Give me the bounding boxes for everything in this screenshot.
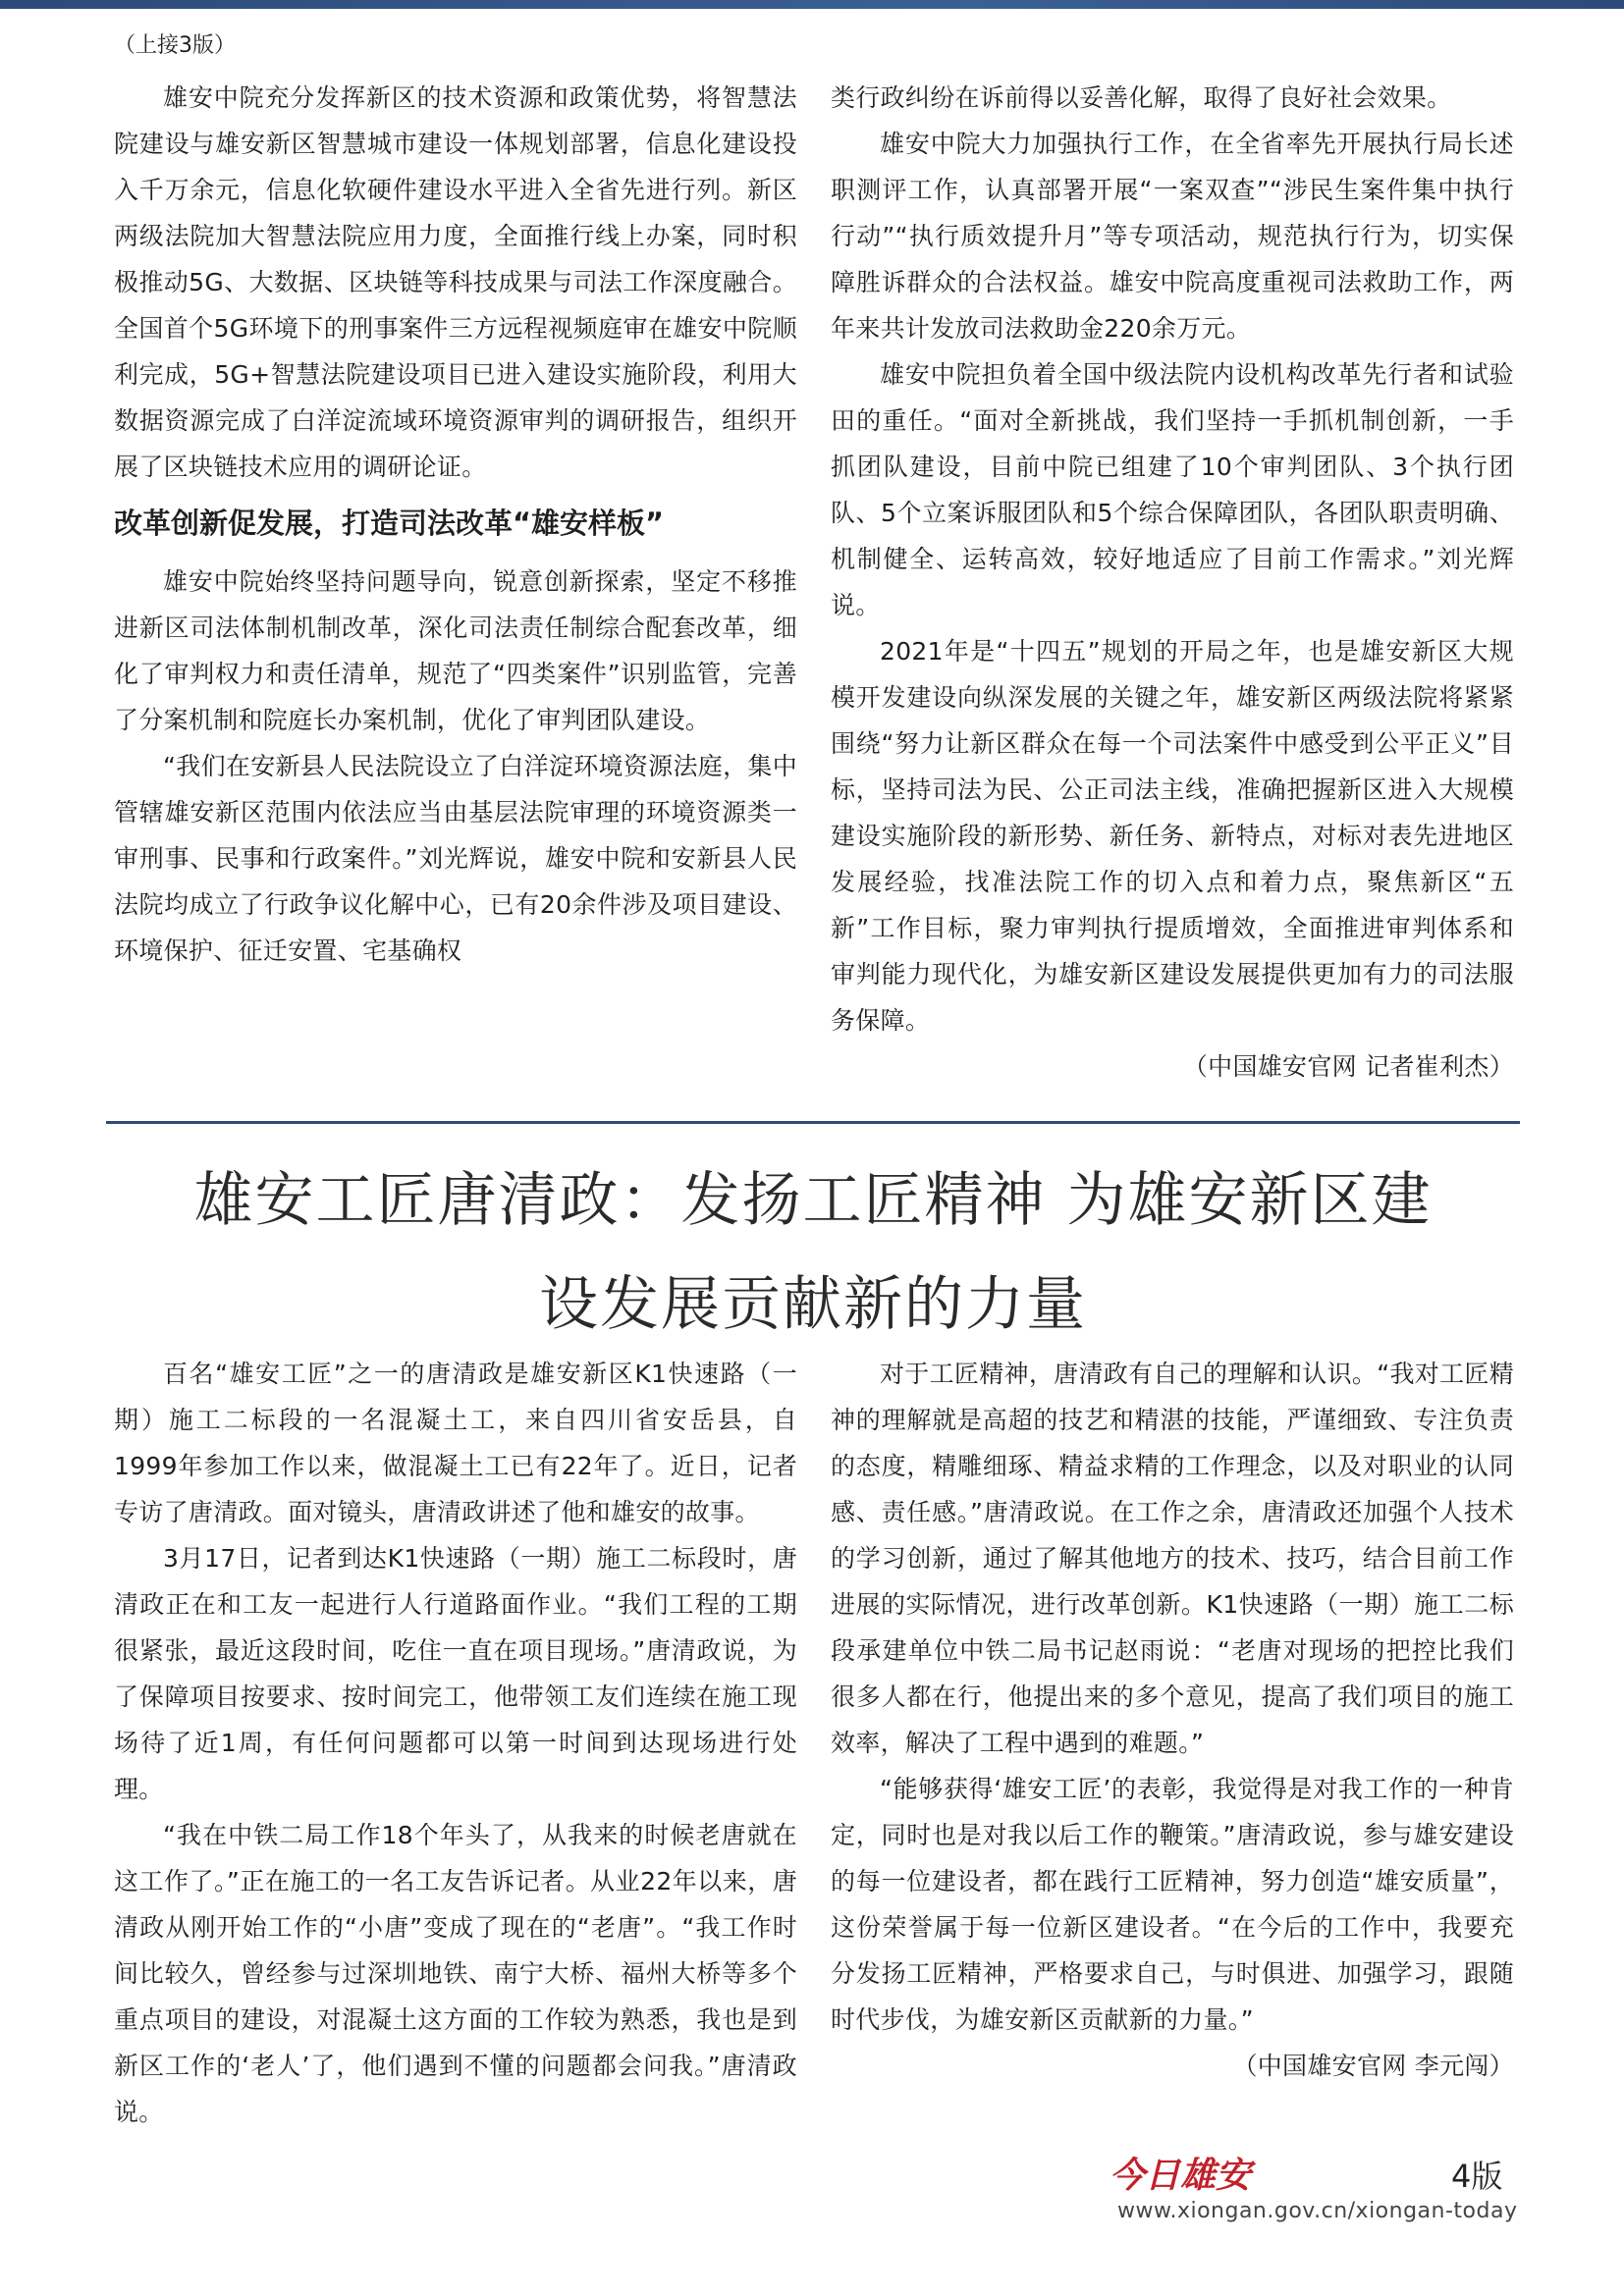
article2-headline	[106, 1148, 1520, 1357]
continued-note: （上接3版）	[114, 33, 236, 58]
site-url: www.xiongan.gov.cn/xiongan-today	[1117, 2199, 1518, 2223]
paragraph: “我们在安新县人民法院设立了白洋淀环境资源法庭，集中管辖雄安新区范围内依法应当由基层法院审理的环境资源类一审刑事、民事和行政案件。”刘光辉说，雄安中院和安新县人民法院均成立了行政争议化解中心，已有20余件涉及项目建设、环境保护、征迁安置、宅基确权	[114, 752, 797, 965]
paragraph: “我在中铁二局工作18个年头了，从我来的时候老唐就在这工作了。”正在施工的一名工友告诉记者。从业22年以来，唐清政从刚开始工作的“小唐”变成了现在的“老唐”。“我工作时间比较久，曾经参与过深圳地铁、南宁大桥、福州大桥等多个重点项目的建设，对混凝土这方面的工作较为熟悉，我也是到新区工作的‘老人’了，他们遇到不懂的问题都会问我。”唐清政说。	[114, 1821, 797, 2126]
section-subheading: 改革创新促发展，打造司法改革“雄安样板”	[114, 507, 665, 540]
paragraph: 雄安中院充分发挥新区的技术资源和政策优势，将智慧法院建设与雄安新区智慧城市建设一体规划部署，信息化建设投入千万余元，信息化软硬件建设水平进入全省先进行列。新区两级法院加大智慧法院应用力度，全面推行线上办案，同时积极推动5G、大数据、区块链等科技成果与司法工作深度融合。全国首个5G环境下的刑事案件三方远程视频庭审在雄安中院顺利完成，5G+智慧法院建设项目已进入建设实施阶段，利用大数据资源完成了白洋淀流域环境资源审判的调研报告，组织开展了区块链技术应用的调研论证。	[114, 83, 797, 481]
byline-credit: （中国雄安官网 记者崔利杰）	[1182, 1052, 1514, 1081]
paragraph: 2021年是“十四五”规划的开局之年，也是雄安新区大规模开发建设向纵深发展的关键之年，雄安新区两级法院将紧紧围绕“努力让新区群众在每一个司法案件中感受到公平正义”目标，坚持司法为民、公正司法主线，准确把握新区进入大规模建设实施阶段的新形势、新任务、新特点，对标对表先进地区发展经验，找准法院工作的切入点和着力点，聚焦新区“五新”工作目标，聚力审判执行提质增效，全面推进审判体系和审判能力现代化，为雄安新区建设发展提供更加有力的司法服务保障。	[831, 637, 1514, 1035]
paragraph: 类行政纠纷在诉前得以妥善化解，取得了良好社会效果。	[831, 83, 1452, 112]
article1-right-column	[831, 75, 1514, 1090]
page-number: 4版	[1451, 2158, 1503, 2195]
paragraph: 对于工匠精神，唐清政有自己的理解和认识。“我对工匠精神的理解就是高超的技艺和精湛的技能，严谨细致、专注负责的态度，精雕细琢、精益求精的工作理念，以及对职业的认同感、责任感。”唐清政说。在工作之余，唐清政还加强个人技术的学习创新，通过了解其他地方的技术、技巧，结合目前工作进展的实际情况，进行改革创新。K1快速路（一期）施工二标段承建单位中铁二局书记赵雨说：“老唐对现场的把控比我们很多人都在行，他提出来的多个意见，提高了我们项目的施工效率，解决了工程中遇到的难题。”	[831, 1360, 1514, 1757]
paragraph: 雄安中院担负着全国中级法院内设机构改革先行者和试验田的重任。“面对全新挑战，我们坚持一手抓机制创新，一手抓团队建设，目前中院已组建了10个审判团队、3个执行团队、5个立案诉服团队和5个综合保障团队，各团队职责明确、机制健全、运转高效，较好地适应了目前工作需求。”刘光辉说。	[831, 360, 1514, 619]
paragraph: 3月17日，记者到达K1快速路（一期）施工二标段时，唐清政正在和工友一起进行人行道路面作业。“我们工程的工期很紧张，最近这段时间，吃住一直在项目现场。”唐清政说，为了保障项目按要求、按时间完工，他带领工友们连续在施工现场待了近1周，有任何问题都可以第一时间到达现场进行处理。	[114, 1544, 797, 1803]
paragraph: 百名“雄安工匠”之一的唐清政是雄安新区K1快速路（一期）施工二标段的一名混凝土工，来自四川省安岳县，自1999年参加工作以来，做混凝土工已有22年了。近日，记者专访了唐清政。面对镜头，唐清政讲述了他和雄安的故事。	[114, 1360, 797, 1526]
headline-line: 设发展贡献新的力量	[539, 1270, 1087, 1339]
top-color-bar	[0, 0, 1624, 9]
article2-right-column	[831, 1351, 1514, 2089]
byline-credit: （中国雄安官网 李元闯）	[1232, 2052, 1514, 2080]
section-divider	[106, 1121, 1520, 1124]
paragraph: “能够获得‘雄安工匠’的表彰，我觉得是对我工作的一种肯定，同时也是对我以后工作的鞭策。”唐清政说，参与雄安建设的每一位建设者，都在践行工匠精神，努力创造“雄安质量”，这份荣誉属于每一位新区建设者。“在今后的工作中，我要充分发扬工匠精神，严格要求自己，与时俱进、加强学习，跟随时代步伐，为雄安新区贡献新的力量。”	[831, 1775, 1514, 2034]
paragraph: 雄安中院大力加强执行工作，在全省率先开展执行局长述职测评工作，认真部署开展“一案双查”“涉民生案件集中执行行动”“执行质效提升月”等专项活动，规范执行行为，切实保障胜诉群众的合法权益。雄安中院高度重视司法救助工作，两年来共计发放司法救助金220余万元。	[831, 130, 1514, 343]
brand-logo-text: 今日雄安	[1110, 2155, 1252, 2196]
headline-line: 雄安工匠唐清政：发扬工匠精神 为雄安新区建	[193, 1166, 1433, 1235]
paragraph: 雄安中院始终坚持问题导向，锐意创新探索，坚定不移推进新区司法体制机制改革，深化司法责任制综合配套改革，细化了审判权力和责任清单，规范了“四类案件”识别监管，完善了分案机制和院庭长办案机制，优化了审判团队建设。	[114, 567, 797, 734]
article1-left-column	[114, 75, 797, 974]
article2-left-column	[114, 1351, 797, 2135]
